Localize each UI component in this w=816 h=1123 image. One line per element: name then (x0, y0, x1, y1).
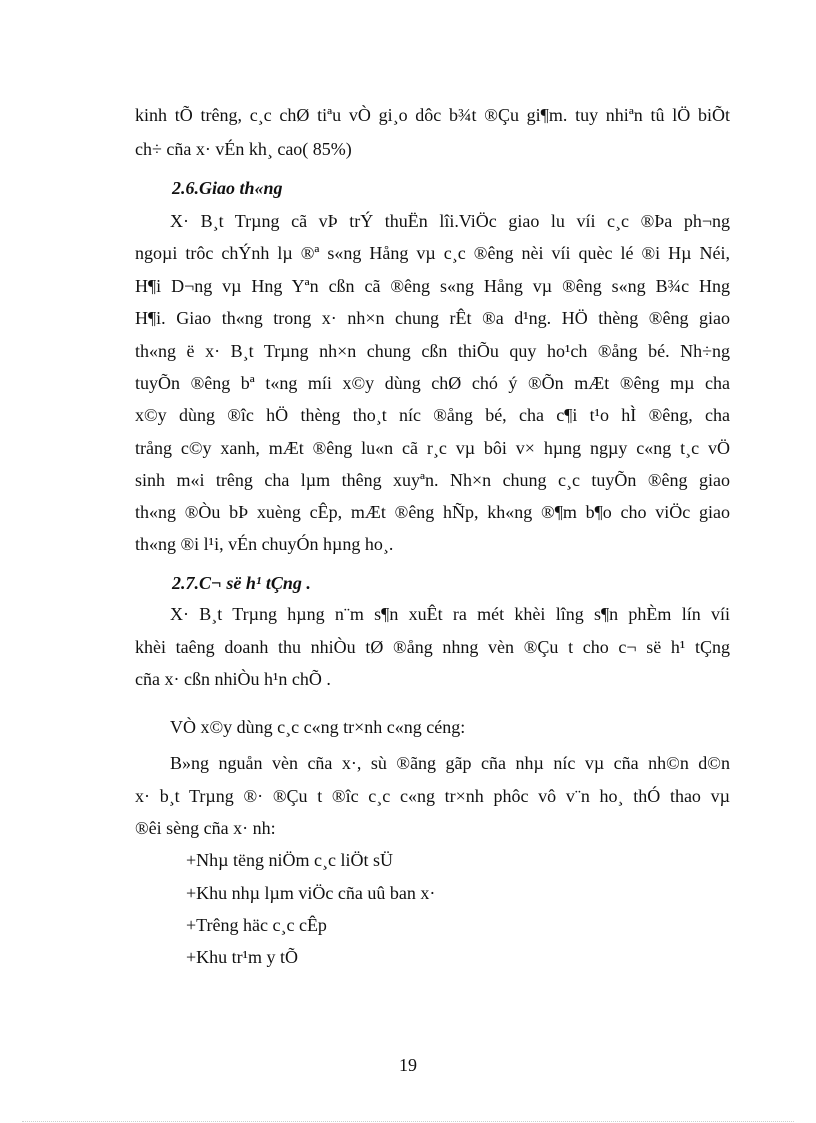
body-text-line: B»ng nguån vèn cña x·, sù ®ãng gãp cña nhµ níc vµ cña nh©n d©n (170, 753, 730, 773)
body-text-line: H¶i D¬ng vµ Hng Yªn cßn cã ®êng s«ng Hång vµ ®êng s«ng B¾c Hng (135, 276, 730, 296)
body-text-line: kinh tÕ trêng, c¸c chØ tiªu vÒ gi¸o dôc b¾t ®Çu gi¶m. tuy nhiªn tû lÖ biÕt (135, 105, 730, 125)
body-text-line: x©y dùng ®îc hÖ thèng tho¸t níc ®ång bé, cha c¶i t¹o hÌ ®êng, cha (135, 405, 730, 425)
body-text-line: khèi taêng doanh thu nhiÒu tØ ®ång nhng vèn ®Çu t cho c¬ së h¹ tÇng (135, 637, 730, 657)
list-item: +Trêng häc c¸c cÊp (186, 915, 327, 935)
body-text-line: H¶i. Giao th«ng trong x· nh×n chung rÊt ®a d¹ng. HÖ thèng ®êng giao (135, 308, 730, 328)
page-number: 19 (399, 1055, 417, 1075)
section-heading-co-so-ha-tang: 2.7.C¬ së h¹ tÇng . (172, 573, 311, 593)
list-item: +Khu nhµ lµm viÖc cña uû ban x· (186, 883, 436, 903)
body-text-line: trång c©y xanh, mÆt ®êng lu«n cã r¸c vµ bôi v× hµng ngµy c«ng t¸c vÖ (135, 438, 730, 458)
section-heading-giao-thong: 2.6.Giao th«ng (172, 178, 283, 198)
body-text-line: cña x· cßn nhiÒu h¹n chÕ . (135, 669, 331, 689)
list-item: +Nhµ tëng niÖm c¸c liÖt sÜ (186, 850, 393, 870)
body-text-line: th«ng ®Òu bÞ xuèng cÊp, mÆt ®êng hÑp, kh«ng ®¶m b¶o cho viÖc giao (135, 502, 730, 522)
body-text-line: th«ng ®i l¹i, vÉn chuyÓn hµng ho¸. (135, 534, 394, 554)
body-text-line: ngoµi trôc chÝnh lµ ®ª s«ng Hång vµ c¸c ®êng nèi víi quèc lé ®i Hµ Néi, (135, 243, 730, 263)
list-item: +Khu tr¹m y tÕ (186, 947, 299, 967)
body-text-line: ch÷ cña x· vÉn kh¸ cao( 85%) (135, 139, 352, 159)
body-text-line: X· B¸t Trµng hµng n¨m s¶n xuÊt ra mét khèi lîng s¶n phÈm lín víi (170, 604, 730, 624)
body-text-line: tuyÕn ®êng bª t«ng míi x©y dùng chØ chó ý ®Õn mÆt ®êng mµ cha (135, 373, 730, 393)
subsection-label: VÒ x©y dùng c¸c c«ng tr×nh c«ng céng: (170, 717, 466, 737)
body-text-line: sinh m«i trêng cha lµm thêng xuyªn. Nh×n chung c¸c tuyÕn ®êng giao (135, 470, 730, 490)
body-text-line: X· B¸t Trµng cã vÞ trÝ thuËn lîi.ViÖc giao lu víi c¸c ®Þa ph¬ng (170, 211, 730, 231)
body-text-line: ®êi sèng cña x· nh: (135, 818, 276, 838)
body-text-line: x· b¸t Trµng ®· ®Çu t ®îc c¸c c«ng tr×nh phôc vô v¨n ho¸ thÓ thao vµ (135, 786, 730, 806)
page-bottom-divider (22, 1121, 794, 1122)
body-text-line: th«ng ë x· B¸t Trµng nh×n chung cßn thiÕu quy ho¹ch ®ång bé. Nh÷ng (135, 341, 730, 361)
